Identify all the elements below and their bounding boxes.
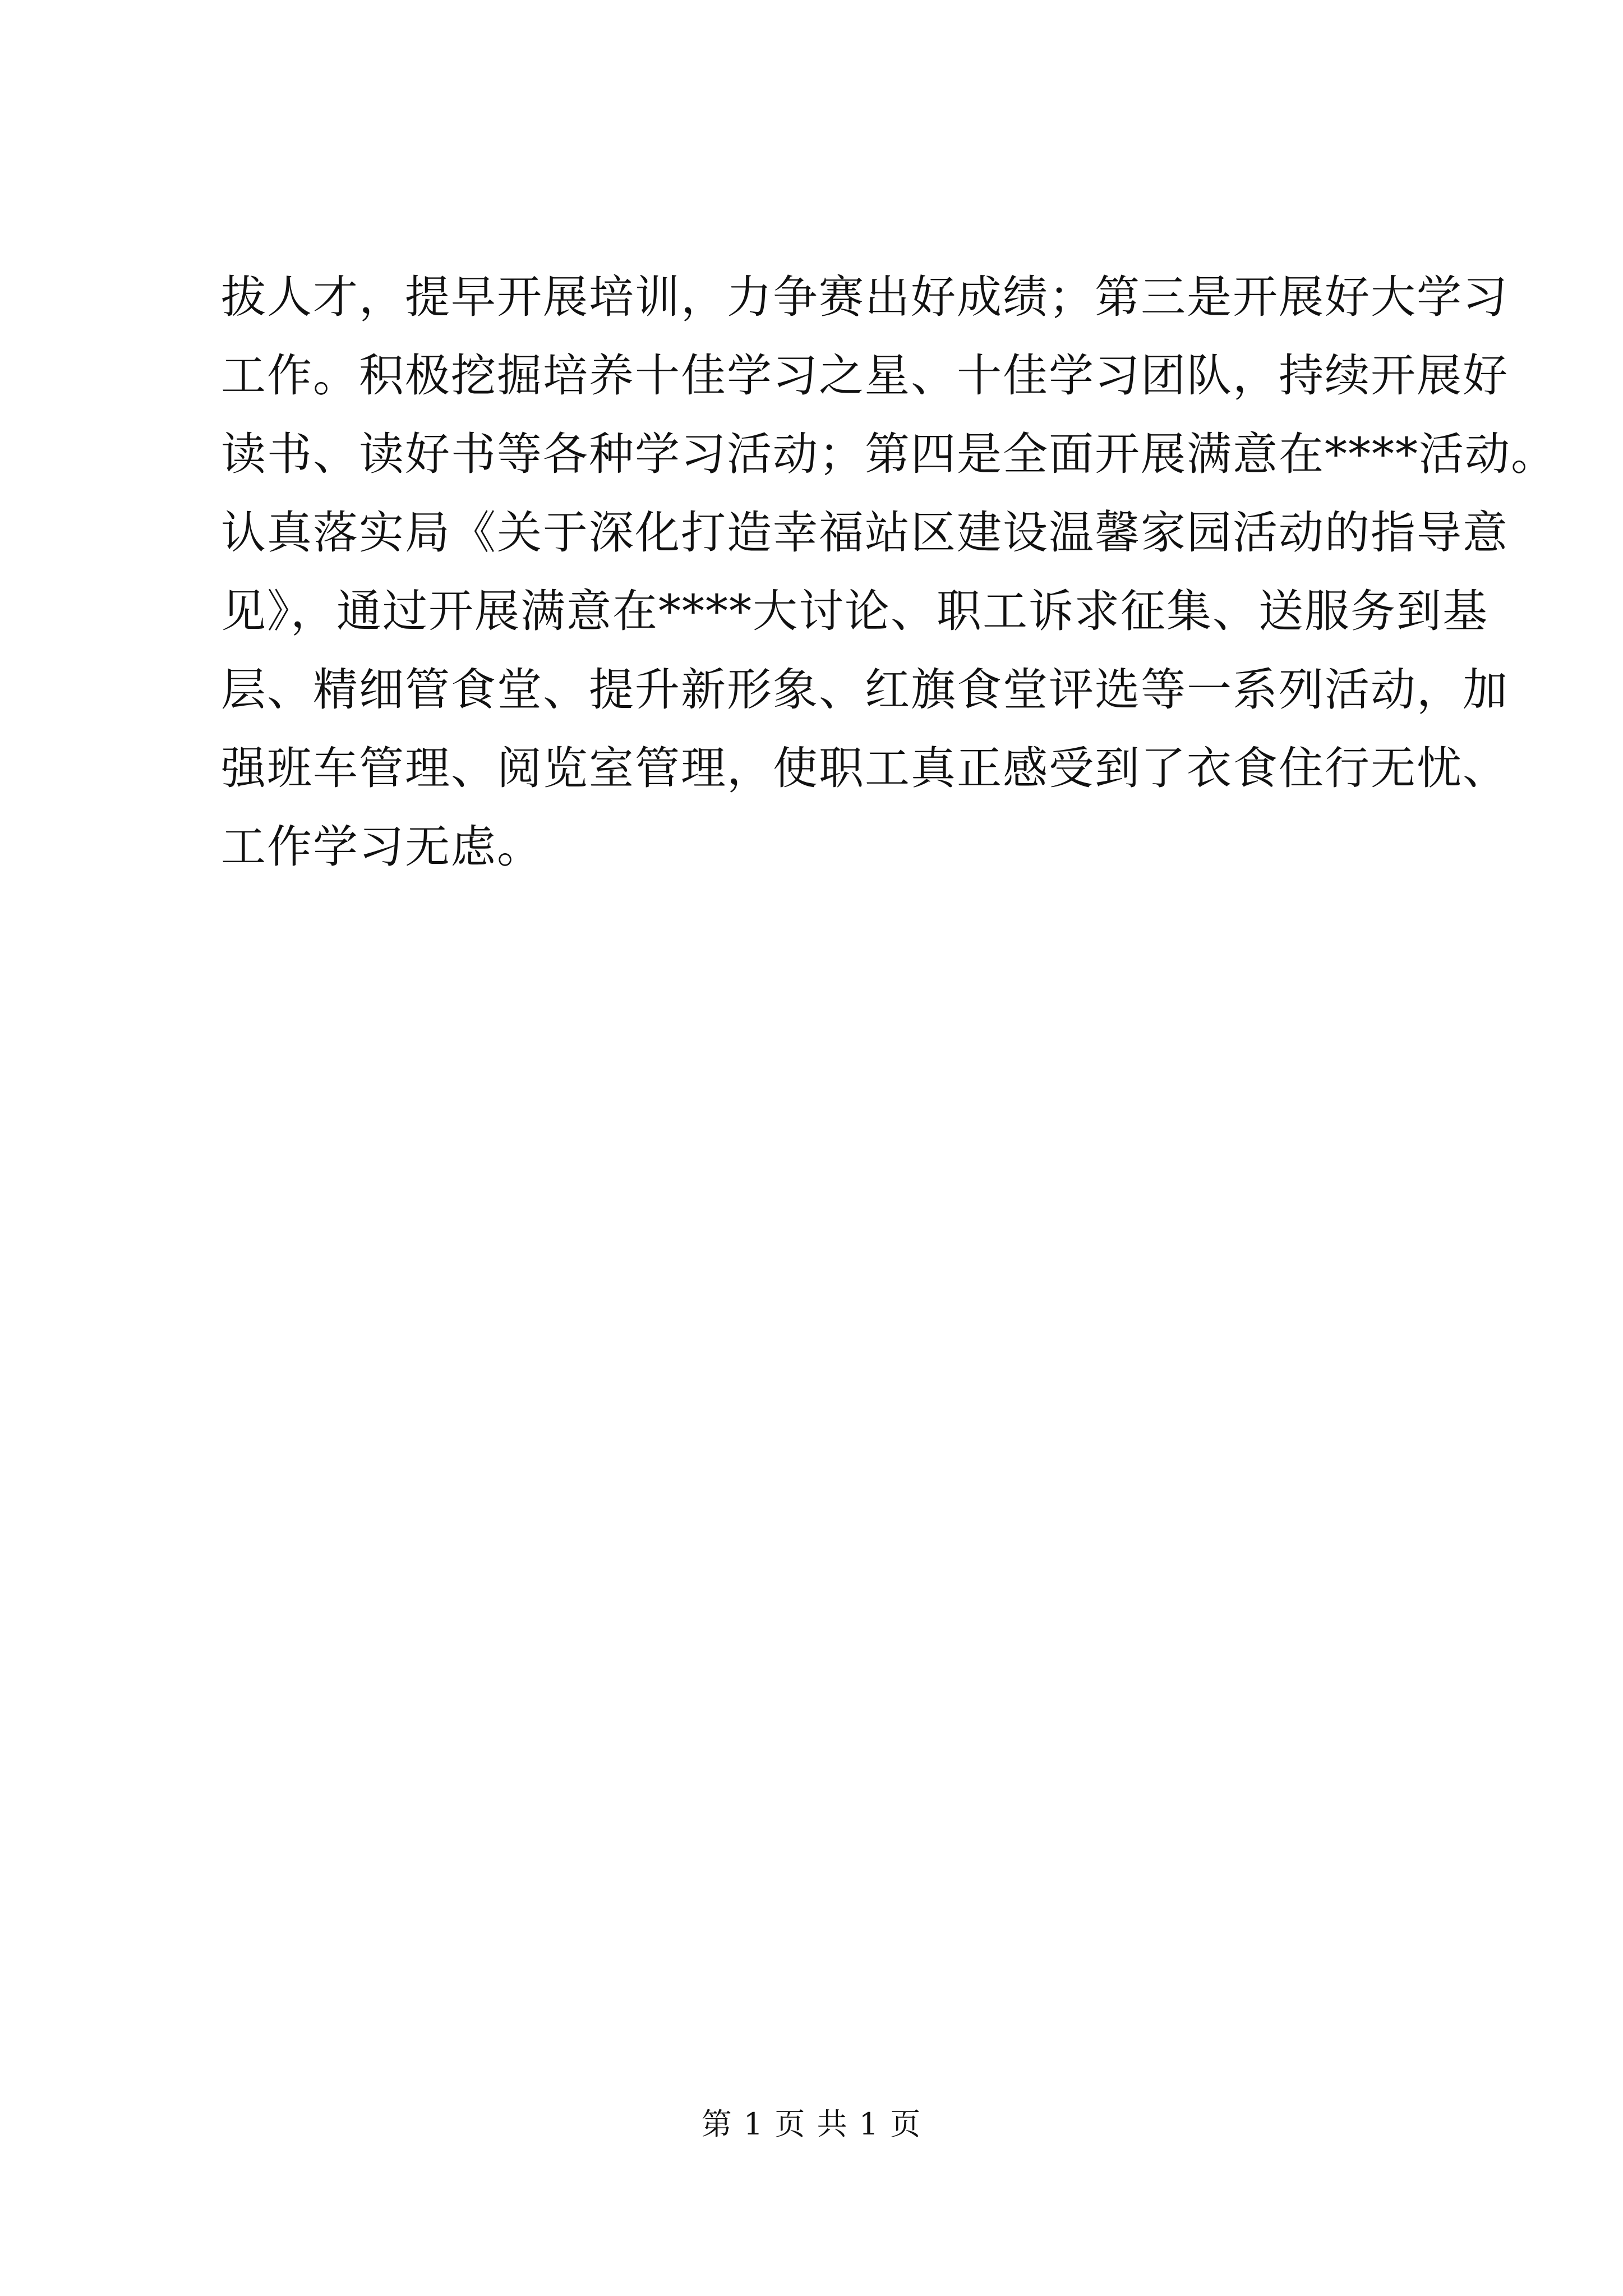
paragraph-line-4: 认真落实局《关于深化打造幸福站区建设温馨家园活动的指导意 [221,507,1509,559]
paragraph-line-3: 读书、读好书等各种学习活动；第四是全面开展满意在****活动。 [221,428,1557,480]
body-paragraph [221,258,1557,886]
paragraph-line-7: 强班车管理、阅览室管理，使职工真正感受到了衣食住行无忧、 [221,742,1509,794]
paragraph-line-6: 层、精细管食堂、提升新形象、红旗食堂评选等一系列活动，加 [221,664,1509,716]
paragraph-line-8: 工作学习无虑。 [221,821,543,873]
paragraph-line-1: 拔人才，提早开展培训，力争赛出好成绩；第三是开展好大学习 [221,271,1509,323]
paragraph-line-5: 见》，通过开展满意在****大讨论、职工诉求征集、送服务到基 [221,585,1488,637]
paragraph-line-2: 工作。积极挖掘培养十佳学习之星、十佳学习团队，持续开展好 [221,349,1509,402]
page-number-footer: 第 1 页 共 1 页 [701,2106,922,2142]
